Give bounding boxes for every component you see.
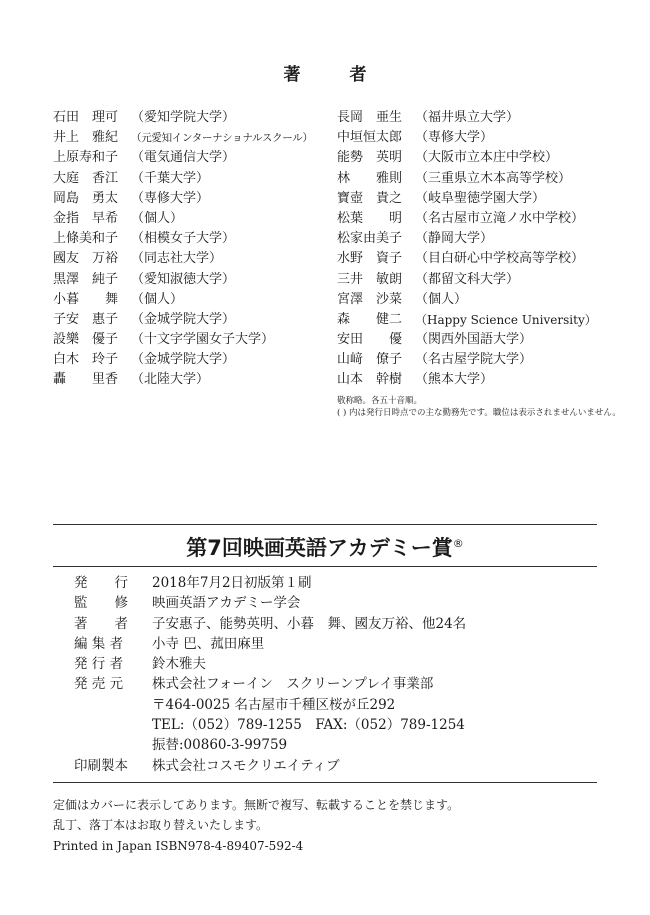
author-name: 松葉 明 <box>337 210 403 226</box>
author-row <box>53 330 313 350</box>
credit-label: 印刷製本 <box>74 757 128 774</box>
author-name: 石田 理可 <box>53 110 119 125</box>
credit-value: 映画英語アカデミー学会 <box>152 595 301 612</box>
authors-note: 敬称略。各五十音順。 <box>337 396 423 406</box>
author-affiliation: （関西外国語大学） <box>415 332 533 348</box>
author-affiliation: （同志社大学） <box>131 251 223 267</box>
author-row <box>337 270 597 290</box>
author-affiliation: （北陸大学） <box>131 372 210 388</box>
author-name: 設樂 優子 <box>53 332 119 348</box>
author-name: 中垣恒太郎 <box>337 130 403 146</box>
credit-row <box>74 573 466 593</box>
divider-line <box>53 782 597 783</box>
author-row <box>337 249 597 269</box>
author-affiliation: （岐阜聖徳学園大学） <box>415 190 546 206</box>
credit-row <box>74 634 466 654</box>
author-affiliation: （名古屋市立滝ノ水中学校） <box>415 210 585 226</box>
authors-heading: 著 者 <box>283 65 383 85</box>
author-affiliation: （電気通信大学） <box>131 150 236 166</box>
author-name: 宮澤 沙菜 <box>337 291 403 307</box>
author-affiliation: （大阪市立本庄中学校） <box>415 150 559 166</box>
credit-value: 鈴木雅夫 <box>152 656 206 673</box>
author-row <box>53 229 313 249</box>
author-name: 轟 里香 <box>53 372 119 388</box>
author-affiliation: （熊本大学） <box>415 372 494 388</box>
author-name: 松家由美子 <box>337 231 403 247</box>
credit-value: 〒464-0025 名古屋市千種区桜が丘292 <box>152 696 396 713</box>
author-affiliation: （三重県立木本高等学校） <box>415 170 572 186</box>
author-name: 寶壺 貴之 <box>337 190 403 206</box>
credit-row <box>74 735 466 755</box>
credit-label <box>74 715 152 735</box>
footer-line: 乱丁、落丁本はお取り替えいたします。 <box>53 818 269 833</box>
footer-line: 定価はカバーに表示してあります。無断で複写、転載することを禁じます。 <box>53 798 460 812</box>
author-name: 森 健二 <box>337 311 403 327</box>
credit-value: 振替:00860-3-99759 <box>152 737 288 754</box>
author-affiliation: （元愛知インターナショナルスクール） <box>131 132 313 145</box>
author-name: 白木 玲子 <box>53 352 119 368</box>
author-name: 岡島 勇太 <box>53 190 119 206</box>
registered-mark: ® <box>452 537 464 550</box>
author-name: 大庭 香江 <box>53 170 119 186</box>
footer-line: Printed in Japan ISBN978-4-89407-592-4 <box>53 838 304 853</box>
author-affiliation: （都留文科大学） <box>415 271 520 287</box>
author-name: 水野 資子 <box>337 251 403 267</box>
author-affiliation: （愛知淑徳大学） <box>131 271 236 287</box>
author-row <box>53 189 313 209</box>
author-row <box>53 350 313 370</box>
author-row <box>53 108 313 128</box>
credit-label: 発 行 <box>74 575 128 591</box>
credit-row <box>74 593 466 613</box>
author-row <box>337 209 597 229</box>
author-row <box>337 370 597 390</box>
author-row <box>53 128 313 148</box>
author-name: 金指 早希 <box>53 210 119 226</box>
author-name: 林 雅則 <box>337 170 403 186</box>
credit-label: 発 売 元 <box>74 676 124 693</box>
book-title <box>0 532 650 562</box>
author-name: 小暮 舞 <box>53 291 119 307</box>
author-affiliation: （専修大学） <box>131 190 210 206</box>
credit-value: 子安惠子、能勢英明、小暮 舞、國友万裕、他24名 <box>152 615 467 632</box>
author-affiliation: （Happy Science University） <box>415 312 597 327</box>
author-name: 三井 敏朗 <box>337 271 403 287</box>
author-row <box>53 310 313 330</box>
author-name: 上原寿和子 <box>53 150 119 166</box>
authors-left-column <box>53 108 313 391</box>
author-name: 長岡 亜生 <box>337 110 403 125</box>
credit-value: 株式会社フォーイン スクリーンプレイ事業部 <box>152 676 434 693</box>
author-row <box>337 330 597 350</box>
credit-row <box>74 756 466 776</box>
author-row <box>53 169 313 189</box>
author-name: 黒澤 純子 <box>53 271 119 287</box>
credit-label: 監 修 <box>74 595 128 612</box>
credit-label <box>74 735 152 755</box>
author-affiliation: （金城学院大学） <box>131 311 236 327</box>
author-row <box>337 148 597 168</box>
footer-notes <box>53 795 459 856</box>
credit-label: 発 行 者 <box>74 656 124 673</box>
author-row <box>337 290 597 310</box>
author-name: 山﨑 僚子 <box>337 352 403 368</box>
author-affiliation: （金城学院大学） <box>131 352 236 368</box>
author-name: 能勢 英明 <box>337 150 403 166</box>
author-affiliation: （名古屋学院大学） <box>415 352 533 368</box>
author-row <box>337 128 597 148</box>
authors-right-column <box>337 108 597 391</box>
author-row <box>337 108 597 128</box>
credit-value: 小寺 巴、菰田麻里 <box>152 635 265 652</box>
credit-row <box>74 654 466 674</box>
credit-label <box>74 695 152 715</box>
divider-line <box>53 524 597 525</box>
author-row <box>53 148 313 168</box>
author-affiliation: （愛知学院大学） <box>131 110 236 125</box>
credit-row <box>74 715 466 735</box>
book-title-text: 第7回映画英語アカデミー賞 <box>186 536 453 560</box>
credit-row <box>74 674 466 694</box>
author-affiliation: （福井県立大学） <box>415 110 520 125</box>
author-row <box>53 209 313 229</box>
author-row <box>53 270 313 290</box>
author-name: 井上 雅紀 <box>53 130 119 146</box>
author-row <box>337 229 597 249</box>
credit-value: 2018年7月2日初版第１刷 <box>152 575 312 591</box>
author-affiliation: （個人） <box>131 210 184 226</box>
credit-row <box>74 614 466 634</box>
author-name: 安田 優 <box>337 332 403 348</box>
author-row <box>337 189 597 209</box>
author-affiliation: （個人） <box>415 291 468 307</box>
author-affiliation: （個人） <box>131 291 184 307</box>
credit-row <box>74 695 466 715</box>
colophon-credits <box>74 573 466 776</box>
author-row <box>53 290 313 310</box>
author-name: 子安 惠子 <box>53 311 119 327</box>
credit-value: 株式会社コスモクリエイティブ <box>152 757 340 774</box>
credit-value: TEL:（052）789-1255 FAX:（052）789-1254 <box>152 717 465 734</box>
author-row <box>53 249 313 269</box>
author-affiliation: （千葉大学） <box>131 170 210 186</box>
divider-line <box>53 566 597 567</box>
author-affiliation: （目白研心中学校高等学校） <box>415 251 585 267</box>
author-row <box>337 350 597 370</box>
author-affiliation: （専修大学） <box>415 130 494 146</box>
credit-label: 著 者 <box>74 615 128 632</box>
author-affiliation: （静岡大学） <box>415 231 494 247</box>
authors-note: ( ) 内は発行日時点での主な勤務先です。職位は表示されませんいません。 <box>337 408 621 418</box>
author-name: 國友 万裕 <box>53 251 119 267</box>
author-affiliation: （十文字学園女子大学） <box>131 332 275 348</box>
author-row <box>337 310 597 330</box>
author-name: 上條美和子 <box>53 231 119 247</box>
author-name: 山本 幹樹 <box>337 372 403 388</box>
author-affiliation: （相模女子大学） <box>131 231 236 247</box>
author-row <box>337 169 597 189</box>
credit-label: 編 集 者 <box>74 635 124 652</box>
author-row <box>53 370 313 390</box>
